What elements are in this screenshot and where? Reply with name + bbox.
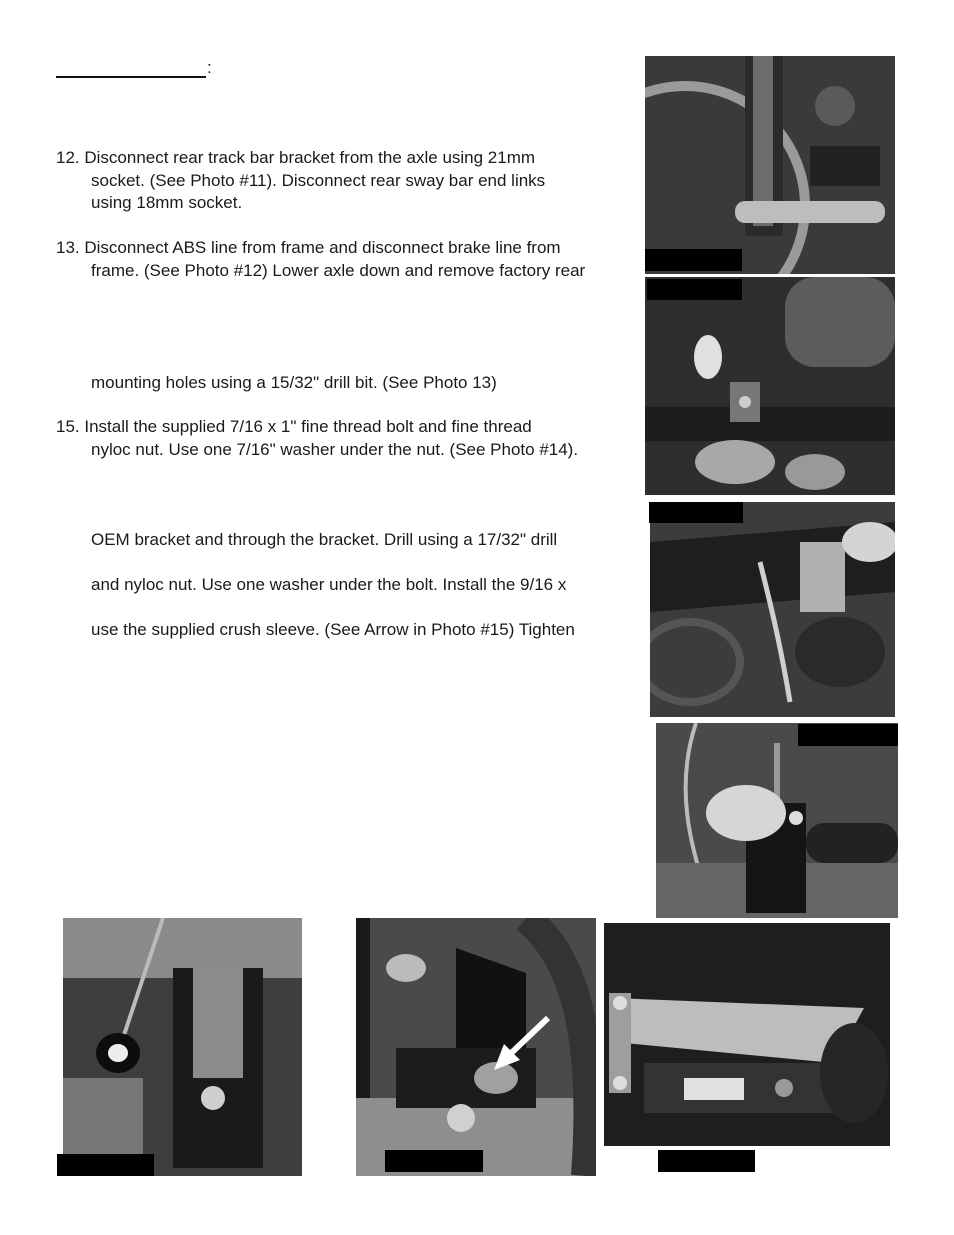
photo-13-caption-box: [649, 502, 743, 523]
step-12-line-3: using 18mm socket.: [91, 193, 243, 212]
photo-11-track-bar: [645, 56, 895, 274]
photo-14-bolt-install: [656, 723, 898, 918]
step-13-line-2: frame. (See Photo #12) Lower axle down and remove factory rear: [91, 261, 586, 280]
step-12-line-1: 12. Disconnect rear track bar bracket from the axle using 21mm: [56, 148, 536, 167]
photo-16-crush-sleeve: [356, 918, 596, 1176]
photo-16-caption-box: [385, 1150, 483, 1172]
photo-17-finished-install: [604, 923, 890, 1146]
step-16-line-3: use the supplied crush sleeve. (See Arrow in Photo #15) Tighten: [91, 620, 575, 639]
step-16-line-2: and nyloc nut. Use one washer under the bolt. Install the 9/16 x: [91, 575, 567, 594]
section-heading-colon: :: [207, 58, 212, 77]
step-14-line: mounting holes using a 15/32" drill bit. (See Photo 13): [91, 373, 497, 392]
photo-12-abs-line: [645, 277, 895, 495]
photo-13-drilling: [650, 502, 895, 717]
step-15-line-1: 15. Install the supplied 7/16 x 1" fine thread bolt and fine thread: [56, 417, 532, 436]
step-15-line-2: nyloc nut. Use one 7/16" washer under the nut. (See Photo #14).: [91, 440, 579, 459]
photo-15-bracket: [63, 918, 302, 1176]
step-13-line-1: 13. Disconnect ABS line from frame and disconnect brake line from: [56, 238, 561, 257]
photo-11-caption-box: [645, 249, 742, 271]
photo-16-arrow: [356, 918, 596, 1176]
step-16-line-1: OEM bracket and through the bracket. Drill using a 17/32" drill: [91, 530, 558, 549]
photo-17-caption-box: [658, 1150, 755, 1172]
photo-14-caption-box: [798, 724, 898, 746]
photo-15-caption-box: [57, 1154, 154, 1176]
step-12-line-2: socket. (See Photo #11). Disconnect rear sway bar end links: [91, 171, 546, 190]
section-heading-underline: [56, 58, 206, 78]
photo-12-caption-box: [647, 279, 742, 300]
